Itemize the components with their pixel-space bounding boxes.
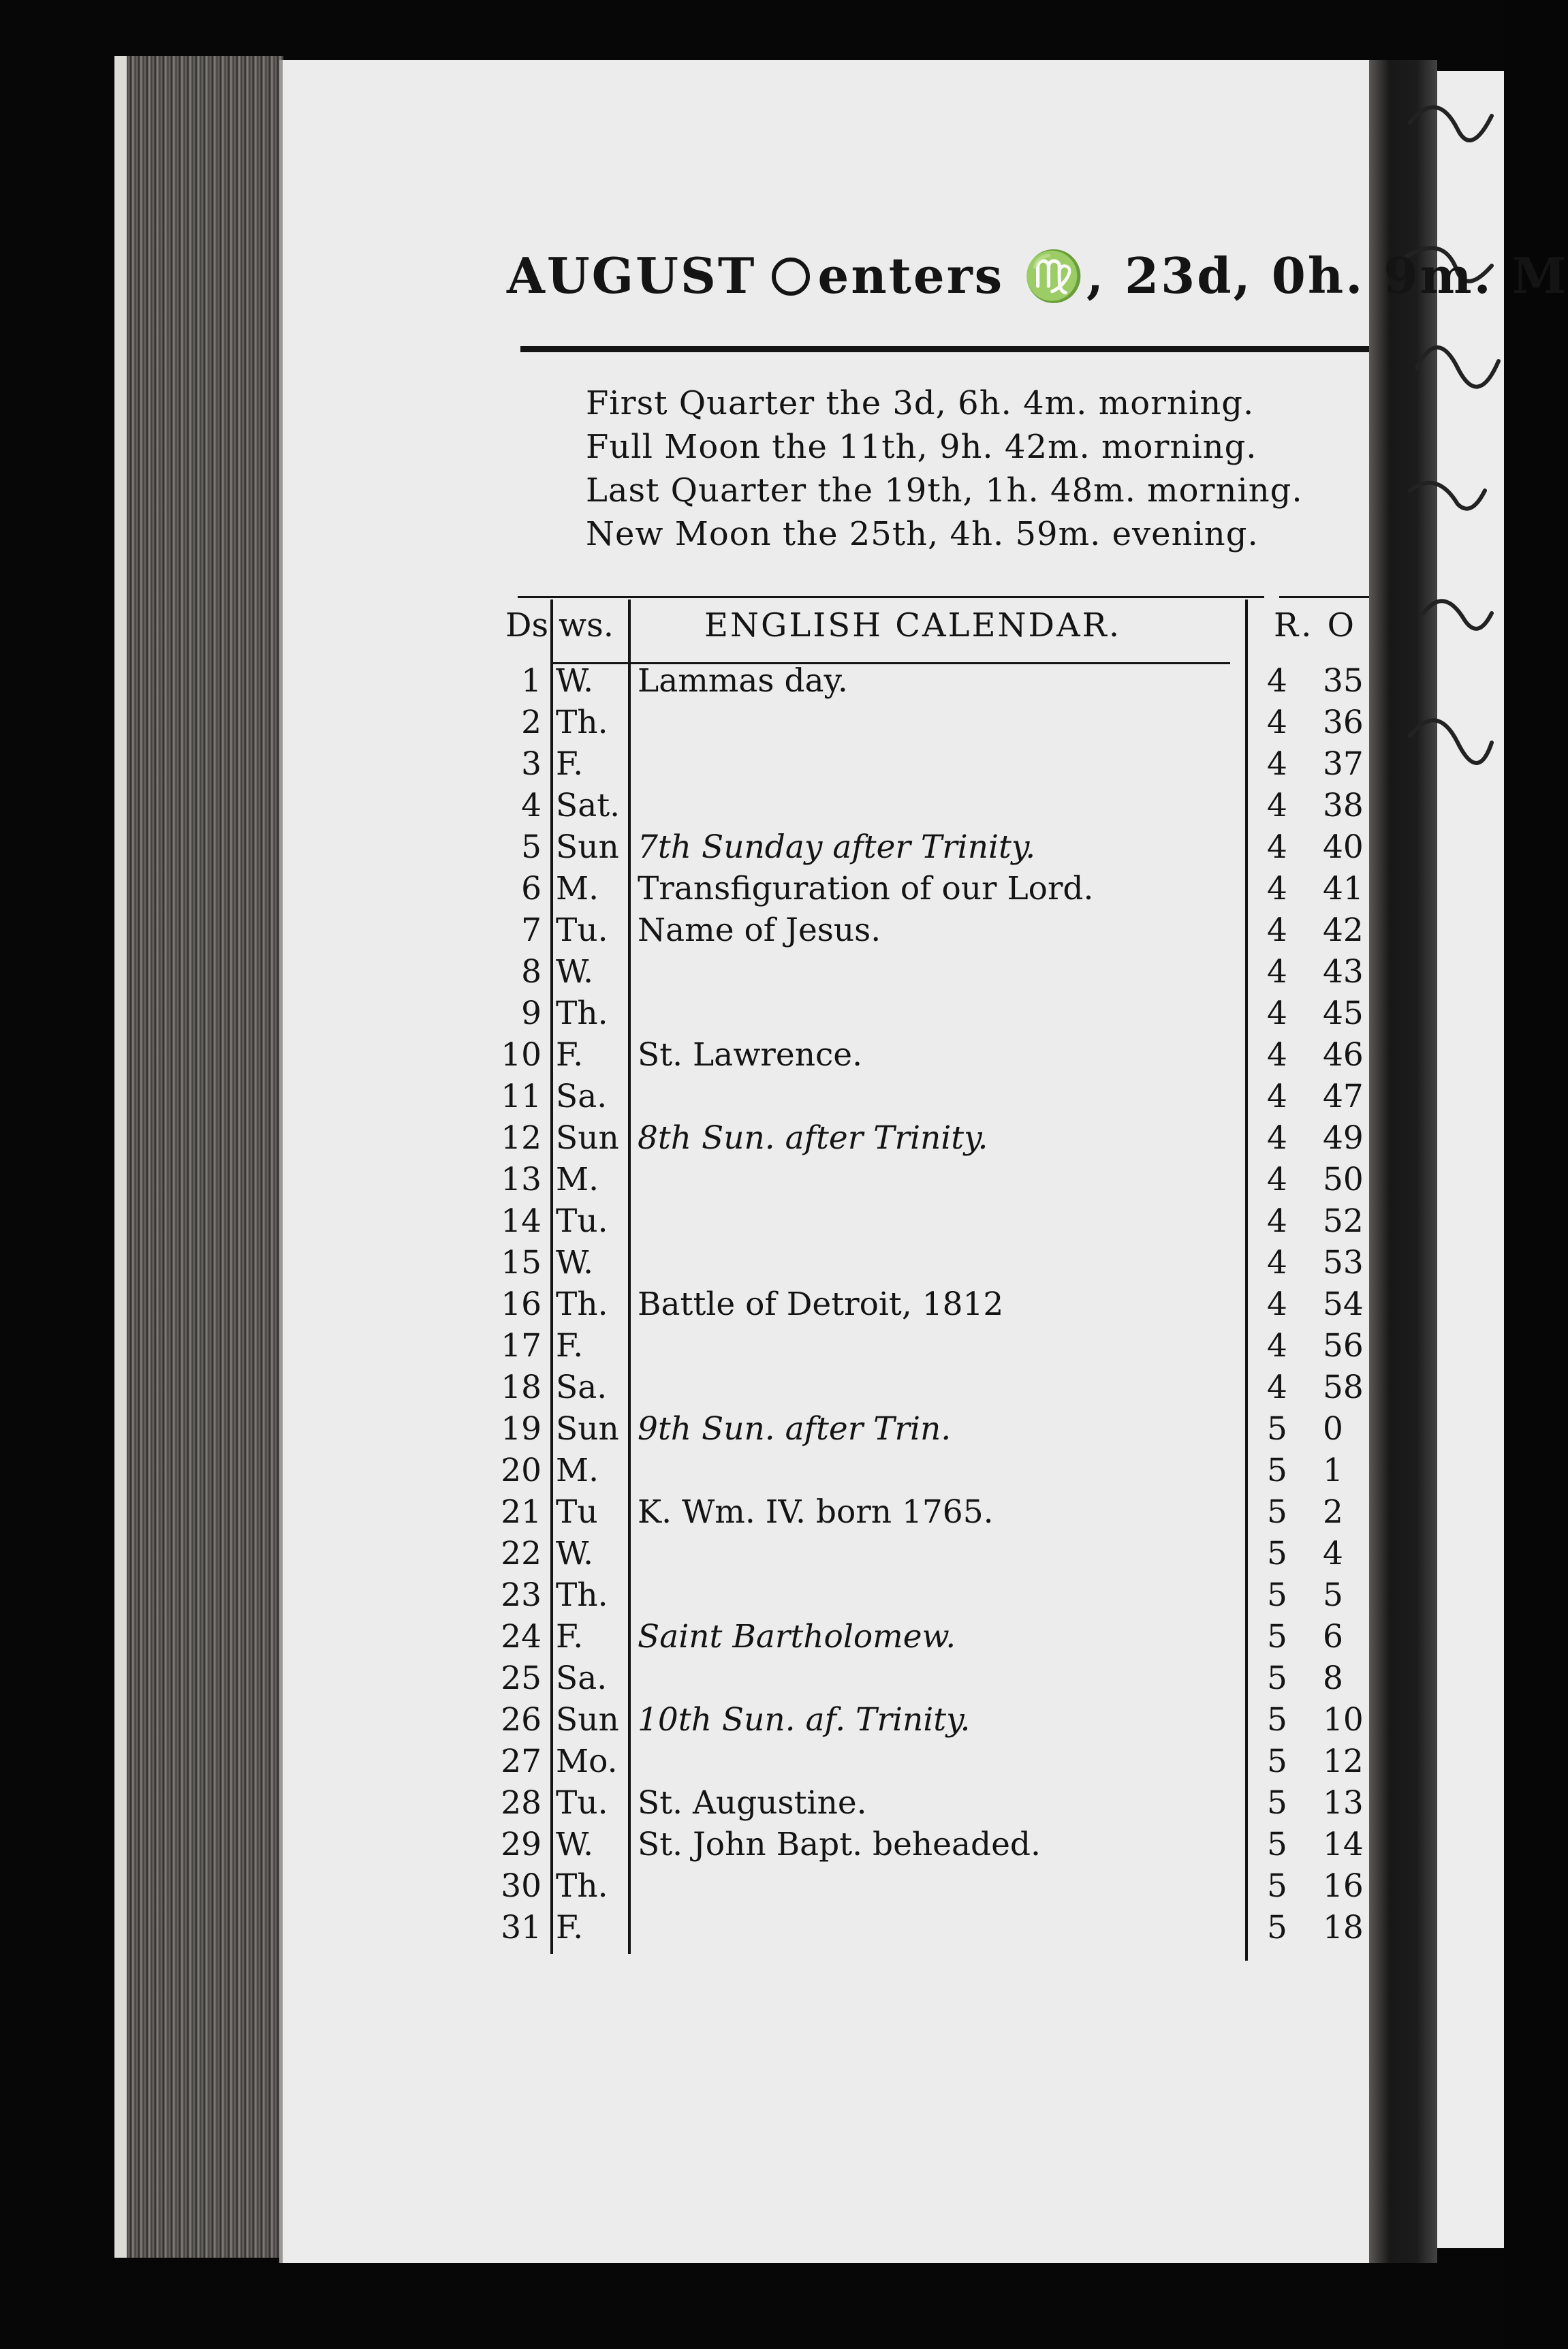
day-number: 13: [501, 1161, 542, 1198]
sunrise-minute: 36: [1323, 704, 1364, 741]
sunrise-hour: 4: [1267, 870, 1287, 907]
sunrise-minute: 43: [1323, 953, 1364, 991]
column-header-calendar: ENGLISH CALENDAR.: [704, 606, 1122, 644]
phase-new-moon: New Moon the 25th, 4h. 59m. evening.: [586, 515, 1259, 553]
table-row: [497, 953, 1383, 995]
table-row: [497, 1660, 1383, 1701]
table-row: [497, 1867, 1383, 1909]
sunrise-hour: 5: [1267, 1618, 1287, 1655]
weekday: M.: [556, 1161, 599, 1198]
sunrise-hour: 4: [1267, 1119, 1287, 1157]
weekday: Sa.: [556, 1078, 608, 1115]
calendar-event: 8th Sun. after Trinity.: [638, 1119, 988, 1157]
sunrise-minute: 2: [1323, 1493, 1343, 1531]
sun-entry-text: enters: [817, 247, 1005, 305]
sunrise-minute: 56: [1323, 1327, 1364, 1365]
day-number: 3: [521, 745, 542, 783]
day-number: 23: [501, 1576, 542, 1614]
table-row: [497, 1119, 1383, 1161]
day-number: 27: [501, 1743, 542, 1780]
phase-last-quarter: Last Quarter the 19th, 1h. 48m. morning.: [586, 471, 1303, 510]
sunrise-hour: 5: [1267, 1493, 1287, 1531]
calendar-event: St. Augustine.: [638, 1784, 867, 1822]
sunrise-hour: 4: [1267, 912, 1287, 949]
sunrise-hour: 4: [1267, 1327, 1287, 1365]
sunrise-minute: 42: [1323, 912, 1364, 949]
day-number: 15: [501, 1244, 542, 1281]
sunrise-hour: 4: [1267, 1202, 1287, 1240]
sunrise-hour: 4: [1267, 787, 1287, 824]
sunrise-minute: 10: [1323, 1701, 1364, 1739]
table-row: [497, 1493, 1383, 1535]
day-number: 10: [501, 1036, 542, 1074]
weekday: Sun: [556, 828, 619, 866]
weekday: Sun: [556, 1701, 619, 1739]
weekday: F.: [556, 745, 584, 783]
handwriting-stroke: [1410, 483, 1485, 509]
table-row: [497, 1161, 1383, 1202]
sunrise-hour: 4: [1267, 828, 1287, 866]
weekday: Tu.: [556, 912, 608, 949]
weekday: Sun: [556, 1119, 619, 1157]
sunrise-minute: 40: [1323, 828, 1364, 866]
sunrise-minute: 35: [1323, 662, 1364, 700]
day-number: 20: [501, 1452, 542, 1489]
weekday: F.: [556, 1909, 584, 1946]
calendar-event: 7th Sunday after Trinity.: [638, 828, 1036, 866]
handwriting-stroke: [1424, 601, 1492, 629]
sunrise-hour: 5: [1267, 1701, 1287, 1739]
sunrise-minute: 4: [1323, 1535, 1343, 1572]
calendar-event: 9th Sun. after Trin.: [638, 1410, 952, 1448]
sunrise-hour: 5: [1267, 1660, 1287, 1697]
table-row: [497, 1909, 1383, 1950]
table-row: [497, 1618, 1383, 1660]
table-row: [497, 1784, 1383, 1826]
table-row: [497, 1078, 1383, 1119]
day-number: 29: [501, 1826, 542, 1863]
column-header-sunrise: R. O: [1274, 606, 1358, 644]
calendar-event: 10th Sun. af. Trinity.: [638, 1701, 971, 1739]
day-number: 6: [521, 870, 542, 907]
handwriting-stroke: [1410, 720, 1492, 763]
day-number: 1: [521, 662, 542, 700]
sunrise-hour: 4: [1267, 1369, 1287, 1406]
table-row: [497, 745, 1383, 787]
weekday: Th.: [556, 1867, 608, 1905]
weekday: F.: [556, 1036, 584, 1074]
calendar-event: Name of Jesus.: [638, 912, 881, 949]
table-top-rule: [518, 596, 1264, 598]
day-number: 31: [501, 1909, 542, 1946]
sunrise-hour: 4: [1267, 1078, 1287, 1115]
day-number: 5: [521, 828, 542, 866]
weekday: Sun: [556, 1410, 619, 1448]
sunrise-hour: 5: [1267, 1784, 1287, 1822]
day-number: 18: [501, 1369, 542, 1406]
weekday: Th.: [556, 704, 608, 741]
sunrise-hour: 4: [1267, 1286, 1287, 1323]
sunrise-minute: 14: [1323, 1826, 1364, 1863]
day-number: 21: [501, 1493, 542, 1531]
sunrise-minute: 45: [1323, 995, 1364, 1032]
sunrise-minute: 8: [1323, 1660, 1343, 1697]
weekday: W.: [556, 1244, 594, 1281]
table-row: [497, 1202, 1383, 1244]
table-row: [497, 704, 1383, 745]
day-number: 12: [501, 1119, 542, 1157]
column-header-days: Ds: [505, 606, 549, 644]
sunrise-hour: 5: [1267, 1826, 1287, 1863]
weekday: Tu.: [556, 1784, 608, 1822]
sunrise-minute: 13: [1323, 1784, 1364, 1822]
calendar-event: Saint Bartholomew.: [638, 1618, 956, 1655]
table-row: [497, 1576, 1383, 1618]
calendar-event: Transfiguration of our Lord.: [638, 870, 1094, 907]
weekday: Sat.: [556, 787, 621, 824]
weekday: W.: [556, 1826, 594, 1863]
weekday: Tu: [556, 1493, 598, 1531]
sunrise-minute: 38: [1323, 787, 1364, 824]
sunrise-minute: 58: [1323, 1369, 1364, 1406]
day-number: 19: [501, 1410, 542, 1448]
sunrise-hour: 4: [1267, 662, 1287, 700]
sunrise-hour: 4: [1267, 1036, 1287, 1074]
sunrise-hour: 5: [1267, 1576, 1287, 1614]
day-number: 16: [501, 1286, 542, 1323]
sunrise-minute: 52: [1323, 1202, 1364, 1240]
weekday: F.: [556, 1327, 584, 1365]
phase-first-quarter: First Quarter the 3d, 6h. 4m. morning.: [586, 384, 1255, 422]
day-number: 25: [501, 1660, 542, 1697]
table-row: [497, 828, 1383, 870]
weekday: M.: [556, 1452, 599, 1489]
day-number: 17: [501, 1327, 542, 1365]
day-number: 4: [521, 787, 542, 824]
month-name: AUGUST: [507, 247, 757, 305]
weekday: Th.: [556, 1286, 608, 1323]
table-row: [497, 787, 1383, 828]
table-row: [497, 1743, 1383, 1784]
weekday: M.: [556, 870, 599, 907]
handwriting-stroke: [1410, 107, 1492, 140]
weekday: Sa.: [556, 1660, 608, 1697]
sunrise-minute: 47: [1323, 1078, 1364, 1115]
table-row: [497, 1826, 1383, 1867]
sunrise-hour: 5: [1267, 1410, 1287, 1448]
moon-phases: [586, 382, 1303, 556]
table-row: [497, 1286, 1383, 1327]
table-row: [497, 1036, 1383, 1078]
table-top-rule-right: [1279, 596, 1369, 598]
entry-date-time: , 23d, 0h. 9m.: [1086, 247, 1493, 305]
handwriting-stroke: [1417, 347, 1499, 387]
weekday: Sa.: [556, 1369, 608, 1406]
table-row: [497, 912, 1383, 953]
day-number: 26: [501, 1701, 542, 1739]
sunrise-hour: 4: [1267, 1244, 1287, 1281]
phase-full-moon: Full Moon the 11th, 9h. 42m. morning.: [586, 428, 1257, 466]
day-number: 11: [501, 1078, 542, 1115]
sunrise-hour: 4: [1267, 995, 1287, 1032]
table-row: [497, 1410, 1383, 1452]
weekday: Mo.: [556, 1743, 618, 1780]
table-row: [497, 662, 1383, 704]
weekday: Th.: [556, 1576, 608, 1614]
sunrise-minute: 12: [1323, 1743, 1364, 1780]
sunrise-minute: 54: [1323, 1286, 1364, 1323]
sunrise-minute: 37: [1323, 745, 1364, 783]
month-header: [507, 247, 1568, 305]
page-edges: [127, 56, 283, 2258]
sunrise-minute: 53: [1323, 1244, 1364, 1281]
sunrise-hour: 4: [1267, 1161, 1287, 1198]
day-number: 22: [501, 1535, 542, 1572]
table-row: [497, 870, 1383, 912]
header-cut-off: M: [1511, 247, 1568, 305]
sunrise-minute: 5: [1323, 1576, 1343, 1614]
table-row: [497, 1701, 1383, 1743]
table-row: [497, 1244, 1383, 1286]
sunrise-minute: 0: [1323, 1410, 1343, 1448]
calendar-event: St. Lawrence.: [638, 1036, 863, 1074]
sunrise-minute: 18: [1323, 1909, 1364, 1946]
weekday: W.: [556, 953, 594, 991]
day-number: 2: [521, 704, 542, 741]
sunrise-hour: 5: [1267, 1535, 1287, 1572]
day-number: 7: [521, 912, 542, 949]
sunrise-minute: 41: [1323, 870, 1364, 907]
table-row: [497, 1327, 1383, 1369]
sunrise-minute: 50: [1323, 1161, 1364, 1198]
weekday: Tu.: [556, 1202, 608, 1240]
handwritten-marks: [1396, 82, 1499, 831]
table-row: [497, 995, 1383, 1036]
sunrise-minute: 1: [1323, 1452, 1343, 1489]
day-number: 28: [501, 1784, 542, 1822]
table-row: [497, 1369, 1383, 1410]
day-number: 9: [521, 995, 542, 1032]
sunrise-hour: 5: [1267, 1867, 1287, 1905]
sunrise-hour: 4: [1267, 953, 1287, 991]
zodiac-sign-icon: ♍: [1023, 247, 1086, 305]
day-number: 14: [501, 1202, 542, 1240]
table-row: [497, 1452, 1383, 1493]
sunrise-minute: 46: [1323, 1036, 1364, 1074]
column-header-weekdays: ws.: [559, 606, 614, 644]
weekday: W.: [556, 662, 594, 700]
sunrise-hour: 5: [1267, 1452, 1287, 1489]
day-number: 8: [521, 953, 542, 991]
day-number: 30: [501, 1867, 542, 1905]
calendar-event: St. John Bapt. beheaded.: [638, 1826, 1041, 1863]
calendar-event: Battle of Detroit, 1812: [638, 1286, 1004, 1323]
sunrise-hour: 5: [1267, 1909, 1287, 1946]
sunrise-minute: 49: [1323, 1119, 1364, 1157]
header-rule: [520, 346, 1369, 352]
weekday: F.: [556, 1618, 584, 1655]
sunrise-hour: 4: [1267, 745, 1287, 783]
sun-symbol-icon: [772, 258, 810, 296]
sunrise-hour: 4: [1267, 704, 1287, 741]
calendar-event: K. Wm. IV. born 1765.: [638, 1493, 994, 1531]
weekday: W.: [556, 1535, 594, 1572]
sunrise-minute: 6: [1323, 1618, 1343, 1655]
sunrise-hour: 5: [1267, 1743, 1287, 1780]
table-row: [497, 1535, 1383, 1576]
day-number: 24: [501, 1618, 542, 1655]
calendar-table: [497, 662, 1383, 1950]
sunrise-minute: 16: [1323, 1867, 1364, 1905]
weekday: Th.: [556, 995, 608, 1032]
calendar-event: Lammas day.: [638, 662, 848, 700]
